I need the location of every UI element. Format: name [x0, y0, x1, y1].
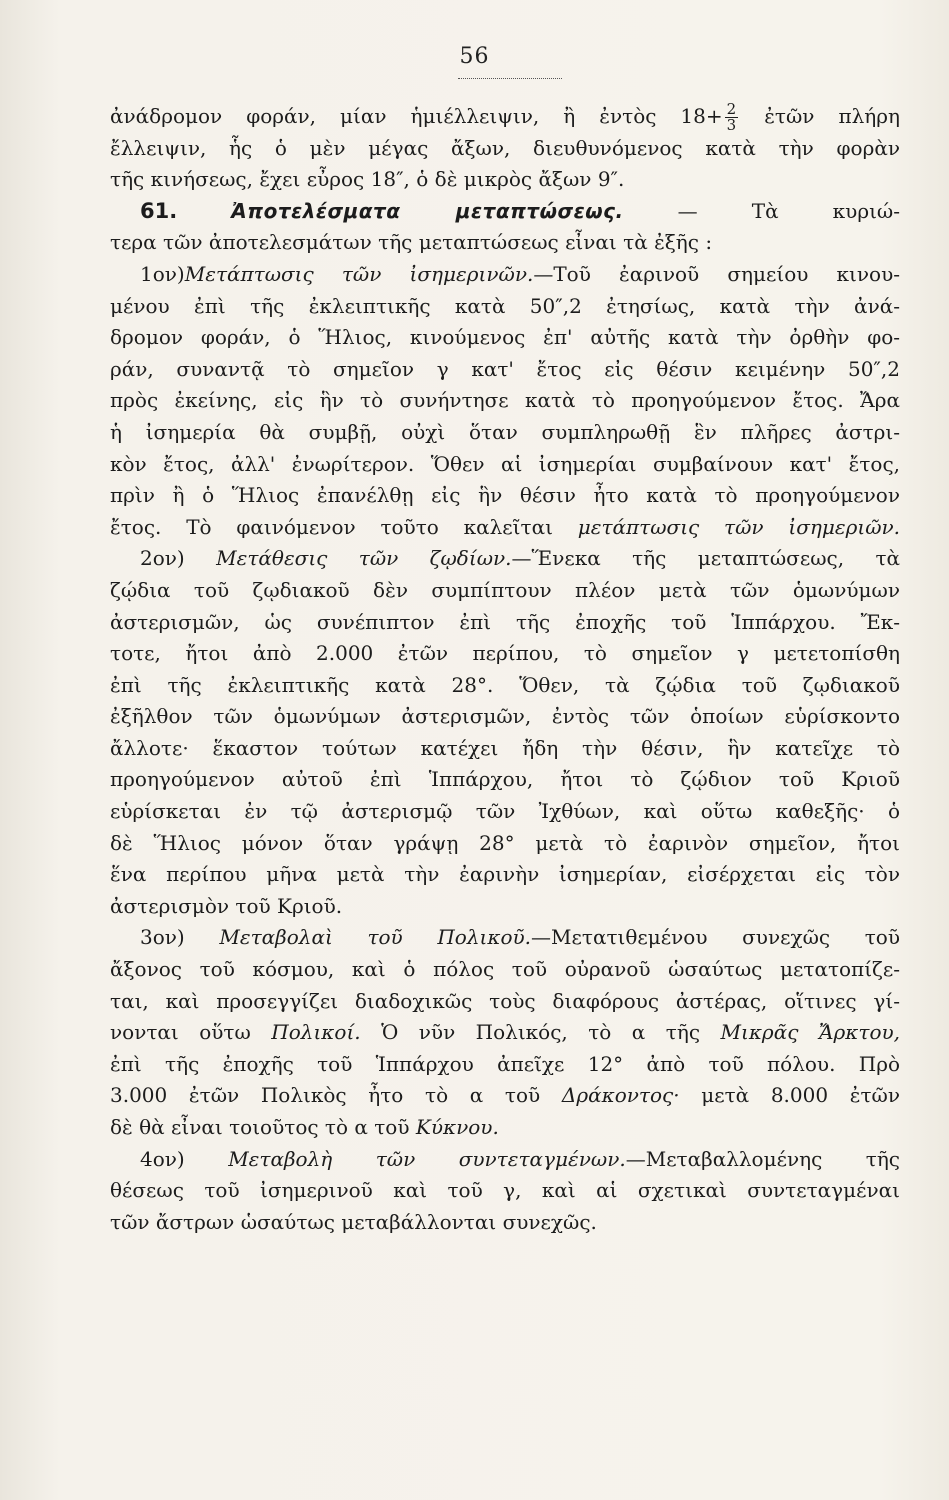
text-line: νονται οὕτω Πολικοί. Ὁ νῦν Πολικός, τὸ α τῆς Μικρᾶς Ἄρκτου,: [110, 1020, 901, 1045]
text-line: τῶν ἄστρων ὡσαύτως μεταβάλλονται συνεχῶς.: [110, 1209, 597, 1234]
text-line: ἐξῆλθον τῶν ὁμωνύμων ἀστερισμῶν, ἐντὸς τῶν ὁποίων εὑρίσκοντο: [110, 704, 900, 729]
section-title: Ἀποτελέσματα μεταπτώσεως.: [231, 198, 624, 223]
paragraph-3-start: 3ον) Μεταβολαὶ τοῦ Πολικοῦ.—Μετατιθεμένου συνεχῶς τοῦ: [140, 925, 901, 950]
text-line: ἔτος. Τὸ φαινόμενον τοῦτο καλεῖται μετάπτωσις τῶν ἰσημεριῶν.: [110, 514, 901, 539]
text-line: τῆς κινήσεως, ἔχει εὖρος 18″, ὁ δὲ μικρὸς ἄξων 9″.: [110, 167, 625, 192]
text-line: πρὶν ἢ ὁ Ἥλιος ἐπανέλθῃ εἰς ἣν θέσιν ἦτο κατὰ τὸ προηγούμενον: [110, 483, 900, 508]
text-line: δὲ Ἥλιος μόνον ὅταν γράψῃ 28° μετὰ τὸ ἐαρινὸν σημεῖον, ἤτοι: [110, 830, 900, 855]
text-line: ἡ ἰσημερία θὰ συμβῇ, οὐχὶ ὅταν συμπληρωθῇ ἓν πλῆρες ἀστρι-: [110, 419, 900, 444]
paragraph-2-start: 2ον) Μετάθεσις τῶν ζῳδίων.—Ἕνεκα τῆς μεταπτώσεως, τὰ: [140, 546, 901, 571]
text-line: ἀστερισμῶν, ὡς συνέπιπτον ἐπὶ τῆς ἐποχῆς τοῦ Ἱππάρχου. Ἔκ-: [110, 609, 900, 634]
fraction: $\frac{2}{3}$: [726, 100, 737, 134]
text-line: θέσεως τοῦ ἰσημερινοῦ καὶ τοῦ γ, καὶ αἱ σχετικαὶ συντεταγμέναι: [110, 1178, 900, 1203]
text-line: εὑρίσκεται ἐν τῷ ἀστερισμῷ τῶν Ἰχθύων, καὶ οὕτω καθεξῆς· ὁ: [110, 799, 900, 824]
text-line: τοτε, ἤτοι ἀπὸ 2.000 ἐτῶν περίπου, τὸ σημεῖον γ μετετοπίσθη: [110, 641, 900, 666]
text-line: ζῴδια τοῦ ζῳδιακοῦ δὲν συμπίπτουν πλέον μετὰ τῶν ὁμωνύμων: [110, 577, 900, 602]
text-line: ἄλλοτε· ἕκαστον τούτων κατέχει ἤδη τὴν θέσιν, ἣν κατεῖχε τὸ: [110, 735, 900, 760]
text-line: ἀστερισμὸν τοῦ Κριοῦ.: [110, 893, 343, 918]
subsection-title: Μετάπτωσις τῶν ἰσημερινῶν.: [184, 261, 534, 286]
text-line: ράν, συναντᾷ τὸ σημεῖον γ κατ' ἔτος εἰς θέσιν κειμένην 50″,2: [110, 356, 900, 381]
subsection-title: Μεταβολαὶ τοῦ Πολικοῦ.: [219, 925, 532, 950]
paragraph-4-start: 4ον) Μεταβολὴ τῶν συντεταγμένων.—Μεταβαλλομένης τῆς: [140, 1146, 901, 1171]
text-line: δὲ θὰ εἶναι τοιοῦτος τὸ α τοῦ Κύκνου.: [110, 1115, 499, 1139]
text-line: μένου ἐπὶ τῆς ἐκλειπτικῆς κατὰ 50″,2 ἐτησίως, κατὰ τὴν ἀνά-: [110, 293, 900, 318]
text-line: ἕνα περίπου μῆνα μετὰ τὴν ἐαρινὴν ἰσημερίαν, εἰσέρχεται εἰς τὸν: [110, 862, 900, 887]
text-line: ἐπὶ τῆς ἐκλειπτικῆς κατὰ 28°. Ὅθεν, τὰ ζῴδια τοῦ ζῳδιακοῦ: [110, 672, 900, 697]
subsection-title: Μετάθεσις τῶν ζῳδίων.: [216, 546, 512, 571]
text-line: ἐπὶ τῆς ἐποχῆς τοῦ Ἱππάρχου ἀπεῖχε 12° ἀπὸ τοῦ πόλου. Πρὸ: [110, 1051, 900, 1076]
section-number: 61.: [140, 198, 178, 223]
subsection-title: Μεταβολὴ τῶν συντεταγμένων.: [228, 1146, 626, 1171]
body-text: [110, 101, 900, 1238]
page-number: 56: [459, 44, 490, 69]
text-line: ἔλλειψιν, ἧς ὁ μὲν μέγας ἄξων, διευθυνόμενος κατὰ τὴν φορὰν: [110, 135, 900, 160]
text-line: 3.000 ἐτῶν Πολικὸς ἦτο τὸ α τοῦ Δράκοντος· μετὰ 8.000 ἐτῶν: [110, 1083, 901, 1108]
section-heading: 61. Ἀποτελέσματα μεταπτώσεως. — Τὰ κυριώ-: [140, 198, 900, 223]
text-line: ται, καὶ προσεγγίζει διαδοχικῶς τοὺς διαφόρους ἀστέρας, οἵτινες γί-: [110, 988, 900, 1013]
text-line: τερα τῶν ἀποτελεσμάτων τῆς μεταπτώσεως εἶναι τὰ ἐξῆς :: [110, 230, 713, 255]
page-number-rule: [458, 78, 562, 79]
text-line: ἄξονος τοῦ κόσμου, καὶ ὁ πόλος τοῦ οὐρανοῦ ὡσαύτως μετατοπίζε-: [110, 957, 900, 982]
text-line: ἀνάδρομον φοράν, μίαν ἡμιέλλειψιν, ἢ ἐντὸς 18+ $\frac{2}{3}$ ἐτῶν πλήρη: [110, 100, 900, 134]
paragraph-1-start: 1ον)Μετάπτωσις τῶν ἰσημερινῶν.—Τοῦ ἐαρινοῦ σημείου κινου-: [140, 261, 900, 286]
text-line: προηγούμενον αὐτοῦ ἐπὶ Ἱππάρχου, ἤτοι τὸ ζῴδιον τοῦ Κριοῦ: [110, 767, 900, 792]
text-line: δρομον φοράν, ὁ Ἥλιος, κινούμενος ἐπ' αὐτῆς κατὰ τὴν ὀρθὴν φο-: [110, 325, 900, 350]
text-line: κὸν ἔτος, ἀλλ' ἐνωρίτερον. Ὅθεν αἱ ἰσημερίαι συμβαίνουν κατ' ἔτος,: [110, 451, 900, 476]
text-line: πρὸς ἐκείνης, εἰς ἣν τὸ συνήντησε κατὰ τὸ προηγούμενον ἔτος. Ἄρα: [110, 388, 900, 413]
